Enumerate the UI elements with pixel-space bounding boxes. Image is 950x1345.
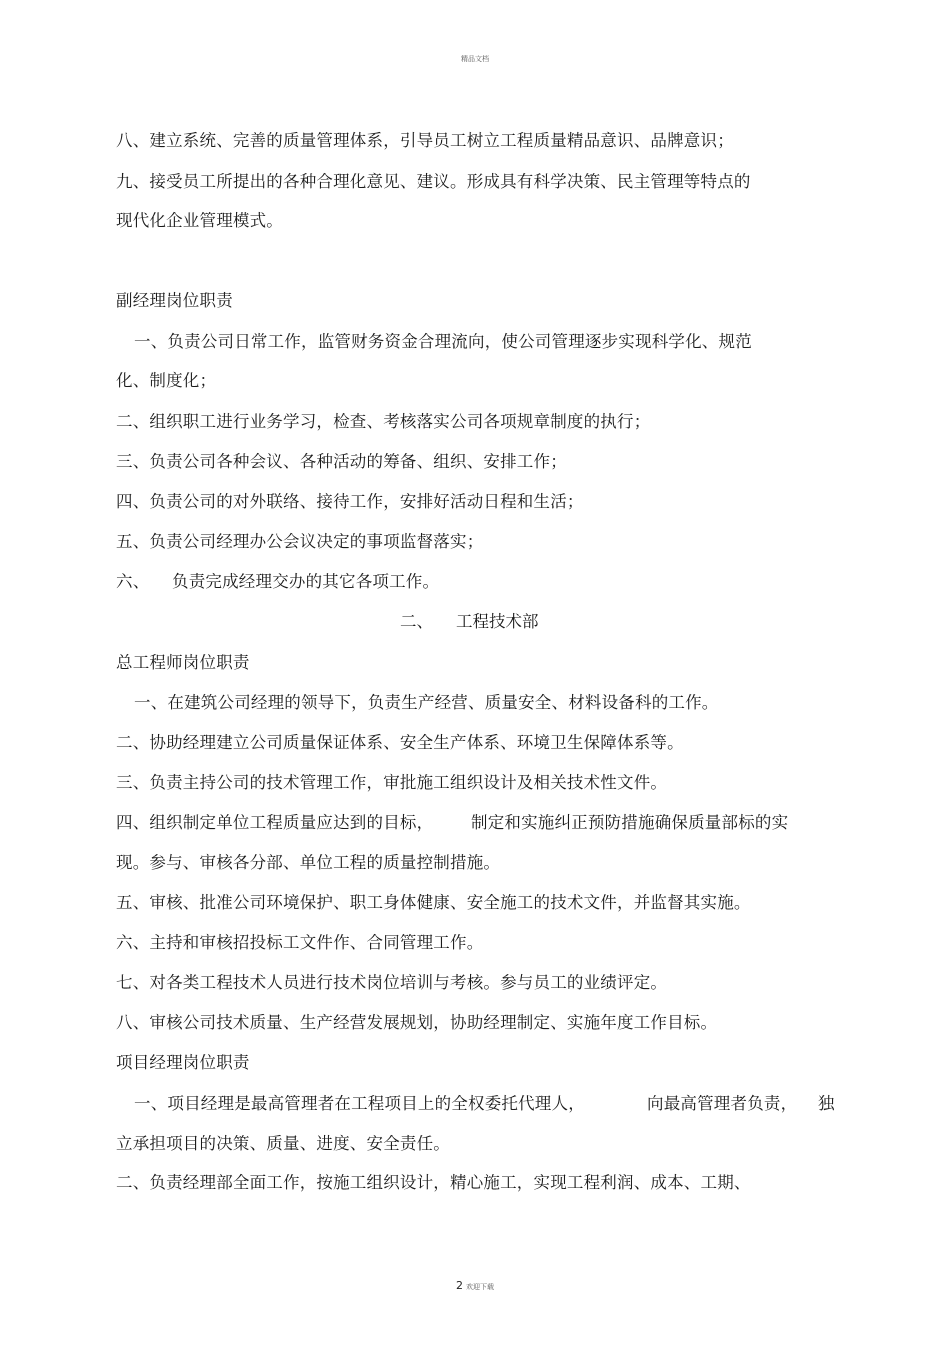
department-number: 二、: [400, 612, 433, 631]
page-header: 精品文档: [461, 55, 489, 63]
footer-text: 欢迎下载: [466, 1283, 494, 1291]
text-line: 七、对各类工程技术人员进行技术岗位培训与考核。参与员工的业绩评定。: [116, 973, 668, 992]
text-line: 二、组织职工进行业务学习，检查、考核落实公司各项规章制度的执行；: [116, 412, 651, 431]
text-line: 一、负责公司日常工作，监管财务资金合理流向，使公司管理逐步实现科学化、规范: [134, 332, 752, 351]
text-line: 五、负责公司经理办公会议决定的事项监督落实；: [116, 532, 484, 551]
text-line: 制定和实施纠正预防措施确保质量部标的实: [471, 813, 789, 832]
text-line: 八、审核公司技术质量、生产经营发展规划，协助经理制定、实施年度工作目标。: [116, 1013, 718, 1032]
text-line: 四、负责公司的对外联络、接待工作，安排好活动日程和生活；: [116, 492, 584, 511]
text-line: 现。参与、审核各分部、单位工程的质量控制措施。: [116, 853, 501, 872]
section-title: 副经理岗位职责: [116, 291, 233, 310]
text-line: 负责完成经理交办的其它各项工作。: [172, 572, 440, 591]
section-title: 总工程师岗位职责: [116, 653, 250, 672]
page-footer: [0, 1279, 950, 1292]
section-title: 项目经理岗位职责: [116, 1053, 250, 1072]
text-line: 向最高管理者负责，: [647, 1094, 798, 1113]
text-line: 二、负责经理部全面工作，按施工组织设计，精心施工，实现工程利润、成本、工期、: [116, 1173, 751, 1192]
text-line: 六、: [116, 572, 150, 591]
text-line: 四、组织制定单位工程质量应达到的目标，: [116, 813, 434, 832]
department-title: 工程技术部: [456, 612, 539, 631]
text-line: 独: [818, 1094, 835, 1113]
text-line: 八、建立系统、完善的质量管理体系，引导员工树立工程质量精品意识、品牌意识；: [116, 131, 734, 150]
text-line: 六、主持和审核招投标工文件作、合同管理工作。: [116, 933, 484, 952]
text-line: 一、在建筑公司经理的领导下，负责生产经营、质量安全、材料设备科的工作。: [134, 693, 719, 712]
text-line: 九、接受员工所提出的各种合理化意见、建议。形成具有科学决策、民主管理等特点的: [116, 172, 751, 191]
text-line: 一、项目经理是最高管理者在工程项目上的全权委托代理人，: [134, 1094, 585, 1113]
text-line: 立承担项目的决策、质量、进度、安全责任。: [116, 1134, 450, 1153]
text-line: 三、负责主持公司的技术管理工作，审批施工组织设计及相关技术性文件。: [116, 773, 668, 792]
text-line: 五、审核、批准公司环境保护、职工身体健康、安全施工的技术文件，并监督其实施。: [116, 893, 751, 912]
page-number: 2: [456, 1279, 463, 1292]
text-line: 现代化企业管理模式。: [116, 211, 283, 230]
text-line: 二、协助经理建立公司质量保证体系、安全生产体系、环境卫生保障体系等。: [116, 733, 684, 752]
text-line: 三、负责公司各种会议、各种活动的筹备、组织、安排工作；: [116, 452, 567, 471]
text-line: 化、制度化；: [116, 371, 217, 390]
